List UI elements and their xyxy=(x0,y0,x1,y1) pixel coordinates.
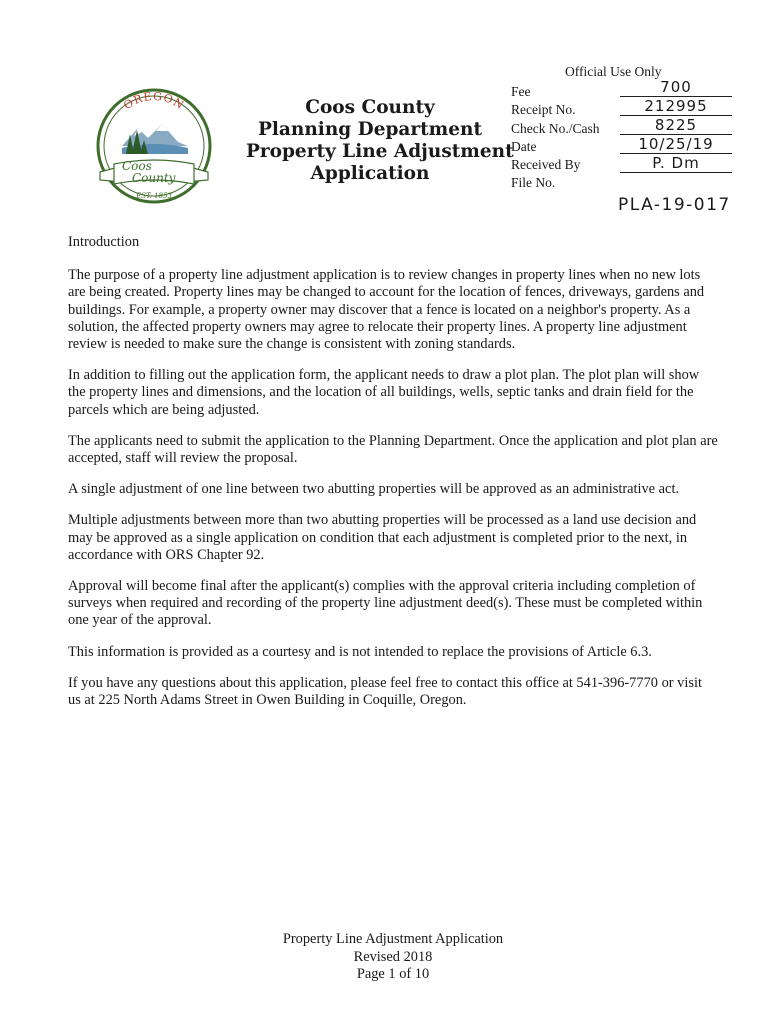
file-no-label: File No. xyxy=(511,175,556,191)
footer-document-name: Property Line Adjustment Application xyxy=(282,931,504,947)
body-paragraph: The applicants need to submit the application to the Planning Department. Once the application and plot plan are accepted, staff will review the proposal. xyxy=(68,432,718,467)
received-by-value: P. Dm xyxy=(620,154,732,173)
official-use-labels xyxy=(511,83,600,193)
introduction-heading: Introduction xyxy=(68,234,140,250)
seal-established-text: EST. 1853 xyxy=(136,192,172,200)
body-paragraph: The purpose of a property line adjustment application is to review changes in property lines when no new lots are being created. Property lines may be changed to account for the location of fences, driveways, gardens and buildings. For example, a property owner may discover that a fence is located on a neighbor's property. As a solution, the affected property owners may agree to relocate their property lines. A property line adjustment review is needed to make sure the change is consistent with zoning standards. xyxy=(68,267,705,353)
body-paragraph: Multiple adjustments between more than two abutting properties will be processed as a land use decision and may be approved as a single application on condition that each adjustment is completed prior to the next, in accordance with ORS Chapter 92. xyxy=(68,512,697,563)
title-line: Planning Department xyxy=(257,119,483,140)
document-body xyxy=(68,234,718,723)
body-paragraph: A single adjustment of one line between two abutting properties will be approved as an administrative act. xyxy=(68,481,680,498)
page-footer xyxy=(0,931,770,984)
seal-top-text: OREGON xyxy=(121,89,187,113)
body-paragraph: This information is provided as a courtesy and is not intended to replace the provisions of Article 6.3. xyxy=(68,643,652,660)
title-line: Property Line Adjustment xyxy=(246,141,514,162)
footer-revision: Revised 2018 xyxy=(353,948,433,965)
title-line: Application xyxy=(310,163,430,184)
fee-value: 700 xyxy=(620,78,732,97)
check-no-cash-label: Check No./Cash xyxy=(511,120,600,136)
file-no-value: PLA-19-017 xyxy=(618,195,731,215)
official-use-values xyxy=(620,78,732,173)
coos-county-seal-logo xyxy=(92,84,216,208)
body-paragraph: If you have any questions about this application, please feel free to contact this office at 541-396-7770 or visit us at 225 North Adams Street in Owen Building in Coquille, Oregon. xyxy=(68,674,702,709)
document-title xyxy=(246,97,514,185)
receipt-no-label: Receipt No. xyxy=(511,102,576,118)
body-paragraph: Approval will become final after the applicant(s) complies with the approval criteria including completion of surveys when required and recording of the property line adjustment deed(s). These must be completed within one year of the approval. xyxy=(68,578,703,629)
seal-coos-text: Coos xyxy=(122,159,152,173)
seal-county-text: County xyxy=(132,171,176,185)
date-label: Date xyxy=(511,138,537,154)
body-paragraph: In addition to filling out the application form, the applicant needs to draw a plot plan. The plot plan will show the property lines and dimensions, and the location of all buildings, wells, septic tanks and drain field for the parcels which are being adjusted. xyxy=(68,367,700,418)
official-use-heading: Official Use Only xyxy=(565,64,662,79)
check-no-value: 8225 xyxy=(620,116,732,135)
title-line: Coos County xyxy=(305,97,435,118)
footer-page-number: Page 1 of 10 xyxy=(356,966,430,982)
date-value: 10/25/19 xyxy=(620,135,732,154)
received-by-label: Received By xyxy=(511,157,581,173)
receipt-no-value: 212995 xyxy=(620,97,732,116)
fee-label: Fee xyxy=(511,84,531,99)
